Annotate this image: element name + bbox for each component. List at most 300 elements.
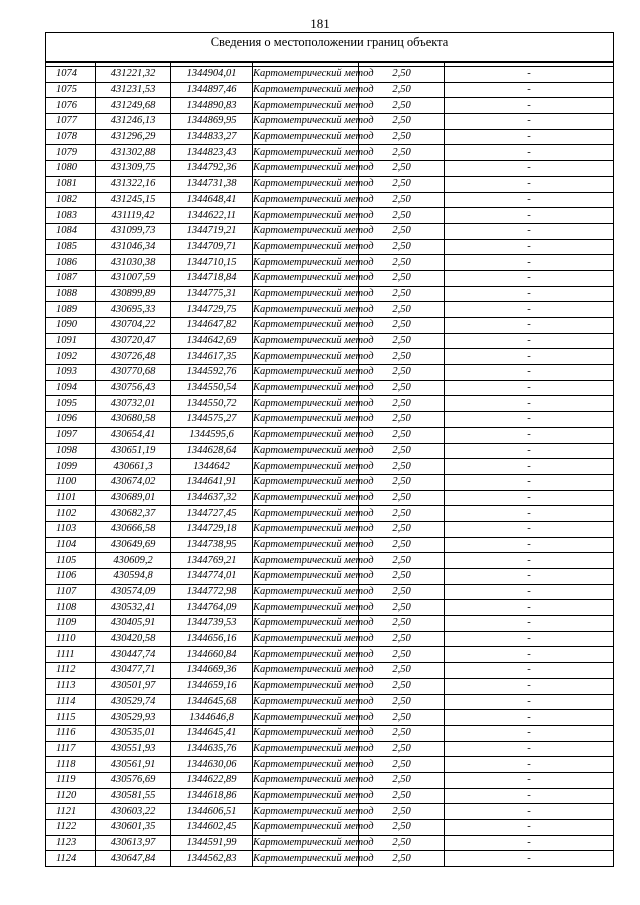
method-cell: Картометрический метод: [253, 145, 359, 161]
x-coordinate-cell: 430647,84: [96, 851, 171, 867]
x-coordinate-cell: 430732,01: [96, 396, 171, 412]
accuracy-cell: 2,50: [359, 569, 445, 585]
y-coordinate-cell: 1344659,16: [171, 678, 253, 694]
description-cell: -: [445, 788, 614, 804]
point-number-cell: 1088: [46, 286, 96, 302]
table-row: [46, 835, 614, 851]
boundary-table: [45, 32, 614, 867]
y-coordinate-cell: 1344591,99: [171, 835, 253, 851]
description-cell: -: [445, 820, 614, 836]
y-coordinate-cell: 1344727,45: [171, 506, 253, 522]
x-coordinate-cell: 430899,89: [96, 286, 171, 302]
accuracy-cell: 2,50: [359, 631, 445, 647]
method-cell: Картометрический метод: [253, 474, 359, 490]
x-coordinate-cell: 430704,22: [96, 318, 171, 334]
method-cell: Картометрический метод: [253, 757, 359, 773]
y-coordinate-cell: 1344641,91: [171, 474, 253, 490]
y-coordinate-cell: 1344833,27: [171, 129, 253, 145]
accuracy-cell: 2,50: [359, 600, 445, 616]
y-coordinate-cell: 1344642,69: [171, 333, 253, 349]
method-cell: Картометрический метод: [253, 302, 359, 318]
y-coordinate-cell: 1344710,15: [171, 255, 253, 271]
table-row: [46, 772, 614, 788]
table-row: [46, 255, 614, 271]
accuracy-cell: 2,50: [359, 192, 445, 208]
x-coordinate-cell: 430680,58: [96, 412, 171, 428]
method-cell: Картометрический метод: [253, 114, 359, 130]
page-number: 181: [310, 16, 330, 31]
accuracy-cell: 2,50: [359, 318, 445, 334]
table-row: [46, 694, 614, 710]
table-row: [46, 114, 614, 130]
description-cell: -: [445, 129, 614, 145]
method-cell: Картометрический метод: [253, 820, 359, 836]
x-coordinate-cell: 430594,8: [96, 569, 171, 585]
point-number-cell: 1111: [46, 647, 96, 663]
point-number-cell: 1085: [46, 239, 96, 255]
description-cell: -: [445, 647, 614, 663]
accuracy-cell: 2,50: [359, 129, 445, 145]
y-coordinate-cell: 1344647,82: [171, 318, 253, 334]
x-coordinate-cell: 431099,73: [96, 223, 171, 239]
method-cell: Картометрический метод: [253, 333, 359, 349]
x-coordinate-cell: 431046,34: [96, 239, 171, 255]
method-cell: Картометрический метод: [253, 412, 359, 428]
accuracy-cell: 2,50: [359, 647, 445, 663]
accuracy-cell: 2,50: [359, 145, 445, 161]
y-coordinate-cell: 1344602,45: [171, 820, 253, 836]
description-cell: -: [445, 851, 614, 867]
point-number-cell: 1084: [46, 223, 96, 239]
description-cell: -: [445, 365, 614, 381]
table-row: [46, 396, 614, 412]
table-row: [46, 804, 614, 820]
accuracy-cell: 2,50: [359, 161, 445, 177]
y-coordinate-cell: 1344897,46: [171, 82, 253, 98]
point-number-cell: 1081: [46, 176, 96, 192]
description-cell: -: [445, 192, 614, 208]
x-coordinate-cell: 431221,32: [96, 67, 171, 83]
table-row: [46, 82, 614, 98]
point-number-cell: 1099: [46, 459, 96, 475]
y-coordinate-cell: 1344645,68: [171, 694, 253, 710]
point-number-cell: 1104: [46, 537, 96, 553]
y-coordinate-cell: 1344731,38: [171, 176, 253, 192]
x-coordinate-cell: 430574,09: [96, 584, 171, 600]
description-cell: -: [445, 302, 614, 318]
table-row: [46, 678, 614, 694]
method-cell: Картометрический метод: [253, 239, 359, 255]
accuracy-cell: 2,50: [359, 270, 445, 286]
table-row: [46, 318, 614, 334]
table-row: [46, 851, 614, 867]
description-cell: -: [445, 396, 614, 412]
x-coordinate-cell: 431246,13: [96, 114, 171, 130]
x-coordinate-cell: 431231,53: [96, 82, 171, 98]
accuracy-cell: 2,50: [359, 286, 445, 302]
point-number-cell: 1091: [46, 333, 96, 349]
table-row: [46, 710, 614, 726]
point-number-cell: 1123: [46, 835, 96, 851]
point-number-cell: 1078: [46, 129, 96, 145]
y-coordinate-cell: 1344764,09: [171, 600, 253, 616]
point-number-cell: 1117: [46, 741, 96, 757]
table-row: [46, 631, 614, 647]
x-coordinate-cell: 431030,38: [96, 255, 171, 271]
point-number-cell: 1089: [46, 302, 96, 318]
accuracy-cell: 2,50: [359, 427, 445, 443]
y-coordinate-cell: 1344709,71: [171, 239, 253, 255]
method-cell: Картометрический метод: [253, 694, 359, 710]
accuracy-cell: 2,50: [359, 114, 445, 130]
method-cell: Картометрический метод: [253, 584, 359, 600]
method-cell: Картометрический метод: [253, 270, 359, 286]
point-number-cell: 1098: [46, 443, 96, 459]
table-row: [46, 788, 614, 804]
y-coordinate-cell: 1344729,18: [171, 521, 253, 537]
method-cell: Картометрический метод: [253, 537, 359, 553]
description-cell: -: [445, 239, 614, 255]
description-cell: -: [445, 176, 614, 192]
point-number-cell: 1074: [46, 67, 96, 83]
x-coordinate-cell: 431249,68: [96, 98, 171, 114]
table-row: [46, 443, 614, 459]
point-number-cell: 1105: [46, 553, 96, 569]
x-coordinate-cell: 431322,16: [96, 176, 171, 192]
x-coordinate-cell: 430529,93: [96, 710, 171, 726]
x-coordinate-cell: 430674,02: [96, 474, 171, 490]
accuracy-cell: 2,50: [359, 208, 445, 224]
description-cell: -: [445, 412, 614, 428]
y-coordinate-cell: 1344660,84: [171, 647, 253, 663]
table-row: [46, 427, 614, 443]
point-number-cell: 1101: [46, 490, 96, 506]
method-cell: Картометрический метод: [253, 569, 359, 585]
point-number-cell: 1110: [46, 631, 96, 647]
description-cell: -: [445, 82, 614, 98]
method-cell: Картометрический метод: [253, 663, 359, 679]
point-number-cell: 1087: [46, 270, 96, 286]
description-cell: -: [445, 725, 614, 741]
accuracy-cell: 2,50: [359, 584, 445, 600]
x-coordinate-cell: 430651,19: [96, 443, 171, 459]
table-row: [46, 553, 614, 569]
y-coordinate-cell: 1344550,72: [171, 396, 253, 412]
method-cell: Картометрический метод: [253, 631, 359, 647]
point-number-cell: 1124: [46, 851, 96, 867]
y-coordinate-cell: 1344637,32: [171, 490, 253, 506]
y-coordinate-cell: 1344635,76: [171, 741, 253, 757]
point-number-cell: 1083: [46, 208, 96, 224]
description-cell: -: [445, 553, 614, 569]
accuracy-cell: 2,50: [359, 302, 445, 318]
description-cell: -: [445, 663, 614, 679]
description-cell: -: [445, 255, 614, 271]
y-coordinate-cell: 1344645,41: [171, 725, 253, 741]
method-cell: Картометрический метод: [253, 506, 359, 522]
description-cell: -: [445, 333, 614, 349]
table-row: [46, 663, 614, 679]
accuracy-cell: 2,50: [359, 663, 445, 679]
point-number-cell: 1118: [46, 757, 96, 773]
method-cell: Картометрический метод: [253, 443, 359, 459]
y-coordinate-cell: 1344622,11: [171, 208, 253, 224]
description-cell: -: [445, 804, 614, 820]
x-coordinate-cell: 430529,74: [96, 694, 171, 710]
description-cell: -: [445, 506, 614, 522]
description-cell: -: [445, 678, 614, 694]
accuracy-cell: 2,50: [359, 835, 445, 851]
accuracy-cell: 2,50: [359, 521, 445, 537]
accuracy-cell: 2,50: [359, 490, 445, 506]
method-cell: Картометрический метод: [253, 396, 359, 412]
description-cell: -: [445, 161, 614, 177]
method-cell: Картометрический метод: [253, 365, 359, 381]
description-cell: -: [445, 427, 614, 443]
table-row: [46, 757, 614, 773]
description-cell: -: [445, 772, 614, 788]
description-cell: -: [445, 286, 614, 302]
description-cell: -: [445, 349, 614, 365]
method-cell: Картометрический метод: [253, 710, 359, 726]
point-number-cell: 1102: [46, 506, 96, 522]
table-title-row: [46, 33, 614, 63]
y-coordinate-cell: 1344718,84: [171, 270, 253, 286]
x-coordinate-cell: 431296,29: [96, 129, 171, 145]
x-coordinate-cell: 430661,3: [96, 459, 171, 475]
y-coordinate-cell: 1344772,98: [171, 584, 253, 600]
accuracy-cell: 2,50: [359, 67, 445, 83]
point-number-cell: 1080: [46, 161, 96, 177]
accuracy-cell: 2,50: [359, 412, 445, 428]
description-cell: -: [445, 490, 614, 506]
y-coordinate-cell: 1344618,86: [171, 788, 253, 804]
description-cell: -: [445, 569, 614, 585]
description-cell: -: [445, 631, 614, 647]
x-coordinate-cell: 430501,97: [96, 678, 171, 694]
point-number-cell: 1121: [46, 804, 96, 820]
y-coordinate-cell: 1344823,43: [171, 145, 253, 161]
accuracy-cell: 2,50: [359, 396, 445, 412]
y-coordinate-cell: 1344617,35: [171, 349, 253, 365]
point-number-cell: 1119: [46, 772, 96, 788]
x-coordinate-cell: 430654,41: [96, 427, 171, 443]
x-coordinate-cell: 430447,74: [96, 647, 171, 663]
accuracy-cell: 2,50: [359, 176, 445, 192]
table-row: [46, 741, 614, 757]
point-number-cell: 1077: [46, 114, 96, 130]
accuracy-cell: 2,50: [359, 678, 445, 694]
method-cell: Картометрический метод: [253, 82, 359, 98]
y-coordinate-cell: 1344792,36: [171, 161, 253, 177]
y-coordinate-cell: 1344606,51: [171, 804, 253, 820]
y-coordinate-cell: 1344592,76: [171, 365, 253, 381]
point-number-cell: 1082: [46, 192, 96, 208]
accuracy-cell: 2,50: [359, 82, 445, 98]
description-cell: -: [445, 757, 614, 773]
description-cell: -: [445, 67, 614, 83]
x-coordinate-cell: 431302,88: [96, 145, 171, 161]
method-cell: Картометрический метод: [253, 553, 359, 569]
y-coordinate-cell: 1344656,16: [171, 631, 253, 647]
x-coordinate-cell: 430770,68: [96, 365, 171, 381]
description-cell: -: [445, 114, 614, 130]
point-number-cell: 1115: [46, 710, 96, 726]
y-coordinate-cell: 1344719,21: [171, 223, 253, 239]
x-coordinate-cell: 430689,01: [96, 490, 171, 506]
table-row: [46, 647, 614, 663]
table-row: [46, 380, 614, 396]
description-cell: -: [445, 270, 614, 286]
table-row: [46, 506, 614, 522]
y-coordinate-cell: 1344904,01: [171, 67, 253, 83]
accuracy-cell: 2,50: [359, 694, 445, 710]
point-number-cell: 1079: [46, 145, 96, 161]
x-coordinate-cell: 431309,75: [96, 161, 171, 177]
method-cell: Картометрический метод: [253, 380, 359, 396]
y-coordinate-cell: 1344646,8: [171, 710, 253, 726]
accuracy-cell: 2,50: [359, 333, 445, 349]
x-coordinate-cell: 430666,58: [96, 521, 171, 537]
point-number-cell: 1095: [46, 396, 96, 412]
method-cell: Картометрический метод: [253, 192, 359, 208]
description-cell: -: [445, 741, 614, 757]
table-row: [46, 584, 614, 600]
table-row: [46, 600, 614, 616]
point-number-cell: 1106: [46, 569, 96, 585]
x-coordinate-cell: 430420,58: [96, 631, 171, 647]
table-title: Сведения о местоположении границ объекта: [46, 33, 614, 63]
method-cell: Картометрический метод: [253, 129, 359, 145]
method-cell: Картометрический метод: [253, 98, 359, 114]
point-number-cell: 1093: [46, 365, 96, 381]
x-coordinate-cell: 430649,69: [96, 537, 171, 553]
accuracy-cell: 2,50: [359, 223, 445, 239]
y-coordinate-cell: 1344630,06: [171, 757, 253, 773]
y-coordinate-cell: 1344628,64: [171, 443, 253, 459]
x-coordinate-cell: 430551,93: [96, 741, 171, 757]
table-row: [46, 365, 614, 381]
table-row: [46, 820, 614, 836]
accuracy-cell: 2,50: [359, 553, 445, 569]
method-cell: Картометрический метод: [253, 223, 359, 239]
point-number-cell: 1120: [46, 788, 96, 804]
method-cell: Картометрический метод: [253, 772, 359, 788]
method-cell: Картометрический метод: [253, 349, 359, 365]
description-cell: -: [445, 710, 614, 726]
accuracy-cell: 2,50: [359, 537, 445, 553]
point-number-cell: 1108: [46, 600, 96, 616]
x-coordinate-cell: 431119,42: [96, 208, 171, 224]
point-number-cell: 1092: [46, 349, 96, 365]
method-cell: Картометрический метод: [253, 804, 359, 820]
table-row: [46, 176, 614, 192]
description-cell: -: [445, 98, 614, 114]
description-cell: -: [445, 537, 614, 553]
accuracy-cell: 2,50: [359, 239, 445, 255]
table-row: [46, 270, 614, 286]
description-cell: -: [445, 474, 614, 490]
accuracy-cell: 2,50: [359, 757, 445, 773]
accuracy-cell: 2,50: [359, 98, 445, 114]
description-cell: -: [445, 694, 614, 710]
point-number-cell: 1103: [46, 521, 96, 537]
method-cell: Картометрический метод: [253, 161, 359, 177]
table-row: [46, 145, 614, 161]
description-cell: -: [445, 835, 614, 851]
description-cell: -: [445, 145, 614, 161]
x-coordinate-cell: 430695,33: [96, 302, 171, 318]
method-cell: Картометрический метод: [253, 67, 359, 83]
table-row: [46, 239, 614, 255]
x-coordinate-cell: 430561,91: [96, 757, 171, 773]
accuracy-cell: 2,50: [359, 255, 445, 271]
x-coordinate-cell: 430576,69: [96, 772, 171, 788]
y-coordinate-cell: 1344729,75: [171, 302, 253, 318]
y-coordinate-cell: 1344595,6: [171, 427, 253, 443]
y-coordinate-cell: 1344774,01: [171, 569, 253, 585]
description-cell: -: [445, 443, 614, 459]
description-cell: -: [445, 318, 614, 334]
x-coordinate-cell: 430477,71: [96, 663, 171, 679]
method-cell: Картометрический метод: [253, 208, 359, 224]
method-cell: Картометрический метод: [253, 741, 359, 757]
table-row: [46, 725, 614, 741]
method-cell: Картометрический метод: [253, 427, 359, 443]
point-number-cell: 1107: [46, 584, 96, 600]
description-cell: -: [445, 600, 614, 616]
point-number-cell: 1109: [46, 616, 96, 632]
y-coordinate-cell: 1344775,31: [171, 286, 253, 302]
accuracy-cell: 2,50: [359, 772, 445, 788]
point-number-cell: 1097: [46, 427, 96, 443]
y-coordinate-cell: 1344739,53: [171, 616, 253, 632]
table-row: [46, 67, 614, 83]
point-number-cell: 1122: [46, 820, 96, 836]
method-cell: Картометрический метод: [253, 318, 359, 334]
accuracy-cell: 2,50: [359, 851, 445, 867]
point-number-cell: 1100: [46, 474, 96, 490]
point-number-cell: 1094: [46, 380, 96, 396]
x-coordinate-cell: 430720,47: [96, 333, 171, 349]
point-number-cell: 1113: [46, 678, 96, 694]
x-coordinate-cell: 430532,41: [96, 600, 171, 616]
description-cell: -: [445, 459, 614, 475]
table-row: [46, 286, 614, 302]
method-cell: Картометрический метод: [253, 600, 359, 616]
x-coordinate-cell: 430682,37: [96, 506, 171, 522]
point-number-cell: 1090: [46, 318, 96, 334]
method-cell: Картометрический метод: [253, 616, 359, 632]
table-row: [46, 490, 614, 506]
description-cell: -: [445, 223, 614, 239]
accuracy-cell: 2,50: [359, 459, 445, 475]
x-coordinate-cell: 430581,55: [96, 788, 171, 804]
point-number-cell: 1076: [46, 98, 96, 114]
y-coordinate-cell: 1344648,41: [171, 192, 253, 208]
description-cell: -: [445, 380, 614, 396]
y-coordinate-cell: 1344622,89: [171, 772, 253, 788]
point-number-cell: 1086: [46, 255, 96, 271]
point-number-cell: 1114: [46, 694, 96, 710]
table-row: [46, 333, 614, 349]
table-row: [46, 474, 614, 490]
point-number-cell: 1075: [46, 82, 96, 98]
method-cell: Картометрический метод: [253, 286, 359, 302]
description-cell: -: [445, 208, 614, 224]
y-coordinate-cell: 1344869,95: [171, 114, 253, 130]
point-number-cell: 1116: [46, 725, 96, 741]
